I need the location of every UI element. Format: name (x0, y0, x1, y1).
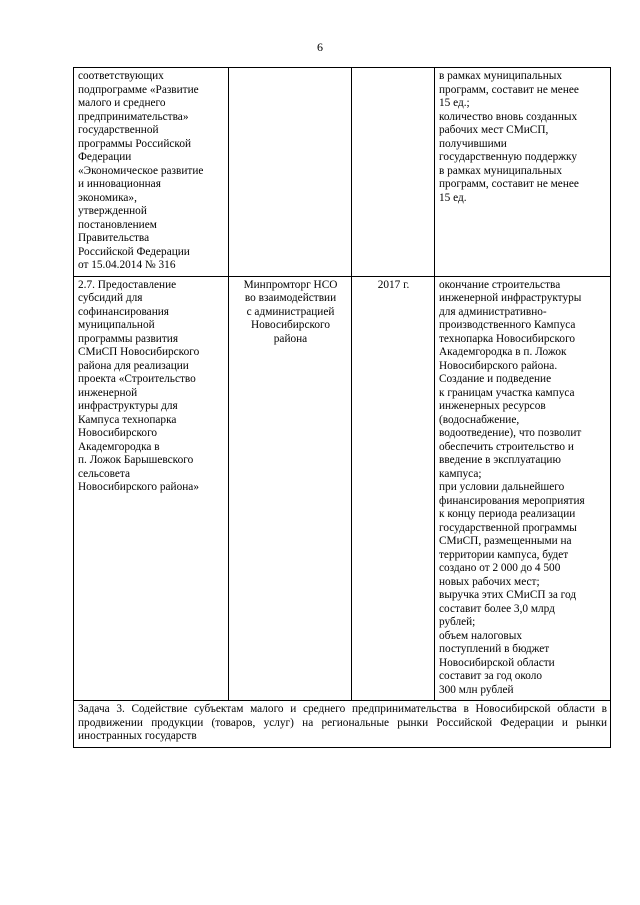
executor-text: Минпромторг НСО во взаимодействии с администрацией Новосибирского района (243, 278, 338, 345)
measure-text: 2.7. Предоставление субсидий для софинансирования муниципальной программы развития СМиСП Новосибирского района для реализации проекта «Строительство инженерной инфраструктуры для Кампуса технопарка Новосибирского Академгородка в п. Ложок Барышевского сельсовета Новосибирского района» (78, 278, 200, 493)
period-cell (352, 276, 435, 701)
result-text: окончание строительства инженерной инфраструктуры для административно- производственного Кампуса технопарка Новосибирского Академгородка в п. Ложок Новосибирского района. Создание и подведение к границам участка кампуса инженерных ресурсов (водоснабжение, водоотведение), что позволит обеспечить строительство и введение в эксплуатацию кампуса; при условии дальнейшего финансирования мероприятия к концу периода реализации государственной программы СМиСП, размещенными на территории кампуса, будет создано от 2 000 до 4 500 новых рабочих мест; выручка этих СМиСП за год составит более 3,0 млрд рублей; объем налоговых поступлений в бюджет Новосибирской области составит за год около 300 млн рублей (439, 278, 585, 696)
measure-cell (74, 68, 229, 277)
table-row (74, 276, 611, 701)
program-table (73, 67, 611, 748)
executor-cell (229, 276, 352, 701)
measure-cell (74, 276, 229, 701)
task-cell: Задача 3. Содействие субъектам малого и среднего предпринимательства в Новосибирской области в продвижении продукции (товаров, услуг) на региональные рынки Российской Федерации и рынки иностранных государств (74, 701, 611, 748)
result-cell (435, 68, 611, 277)
task-row (74, 701, 611, 748)
page-number: 6 (317, 40, 323, 54)
result-cell (435, 276, 611, 701)
result-text: в рамках муниципальных программ, составит не менее 15 ед.; количество вновь созданных рабочих мест СМиСП, получившими государственную поддержку в рамках муниципальных программ, составит не менее 15 ед. (439, 70, 579, 204)
executor-cell (229, 68, 352, 277)
period-text: 2017 г. (377, 278, 410, 291)
measure-text: соответствующих подпрограмме «Развитие малого и среднего предпринимательства» государственной программы Российской Федерации «Экономическое развитие и инновационная экономика», утвержденной постановлением Правительства Российской Федерации от 15.04.2014 № 316 (78, 70, 204, 271)
period-cell (352, 68, 435, 277)
table-row (74, 68, 611, 277)
